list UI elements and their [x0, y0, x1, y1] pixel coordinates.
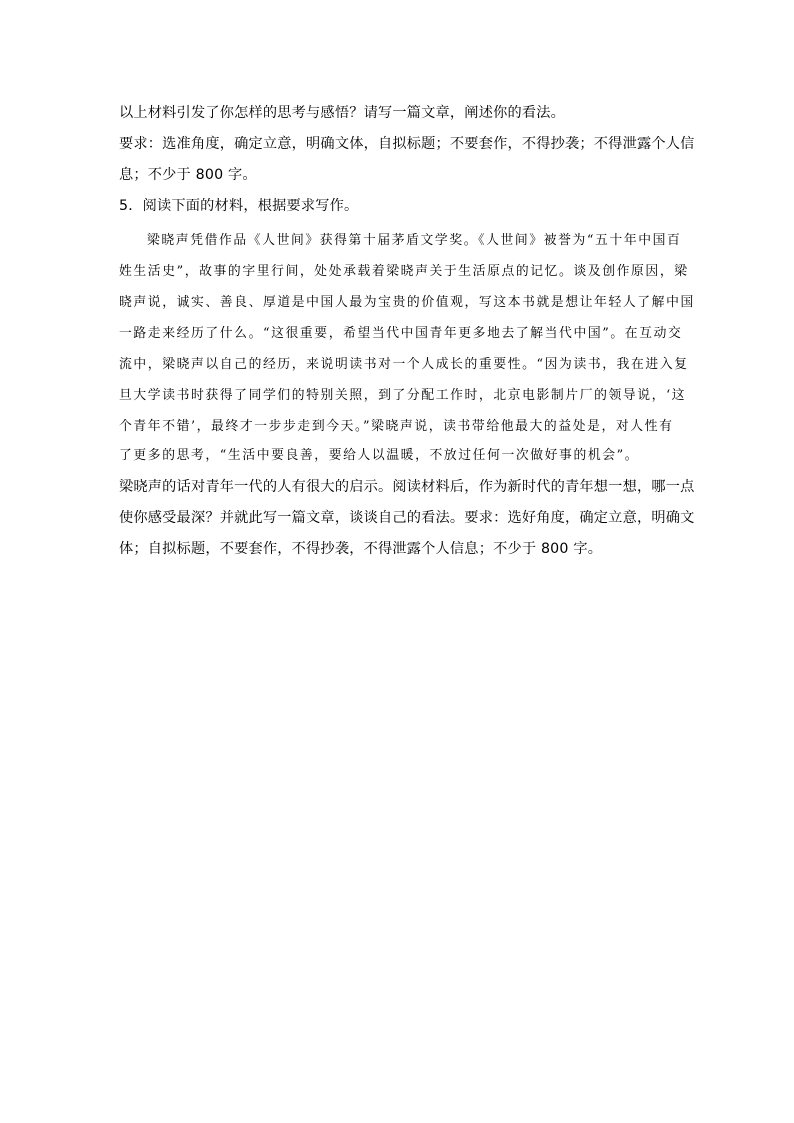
material-line-3: 晓声说，诚实、善良、厚道是中国人最为宝贵的价值观，写这本书就是想让年轻人了解中国	[119, 295, 695, 310]
intro-requirement-line-1: 要求：选准角度，确定立意，明确文体，自拟标题；不要套作，不得抄袭；不得泄露个人信	[119, 136, 695, 152]
material-line-6: 旦大学读书时获得了同学们的特别关照，到了分配工作时，北京电影制片厂的领导说，‘这	[119, 388, 687, 403]
material-line-1: 梁晓声凭借作品《人世间》获得第十届茅盾文学奖。《人世间》被誉为“五十年中国百	[147, 233, 682, 248]
material-line-2: 姓生活史”，故事的字里行间，处处承载着梁晓声关于生活原点的记忆。谈及创作原因，梁	[119, 264, 689, 279]
prompt-line-3: 体；自拟标题，不要套作，不得抄袭，不得泄露个人信息；不少于 800 字。	[119, 541, 603, 557]
material-line-4: 一路走来经历了什么。“这很重要，希望当代中国青年更多地去了解当代中国”。在互动交	[119, 326, 683, 341]
task5-heading: 5．阅读下面的材料，根据要求写作。	[119, 198, 359, 214]
material-line-5: 流中，梁晓声以自己的经历，来说明读书对一个人成长的重要性。“因为读书，我在进入复	[119, 357, 689, 372]
intro-requirement-line-2: 息；不少于 800 字。	[119, 167, 257, 183]
material-line-8: 了更多的思考，“生活中要良善，要给人以温暖，不放过任何一次做好事的机会”。	[119, 448, 640, 463]
prompt-line-2: 使你感受最深？并就此写一篇文章，谈谈自己的看法。要求：选好角度，确定立意，明确文	[119, 510, 695, 526]
material-line-7: 个青年不错’，最终才一步步走到今天。”梁晓声说，读书带给他最大的益处是，对人性有	[119, 419, 674, 434]
intro-question: 以上材料引发了你怎样的思考与感悟？请写一篇文章，阐述你的看法。	[119, 105, 566, 121]
prompt-line-1: 梁晓声的话对青年一代的人有很大的启示。阅读材料后，作为新时代的青年想一想，哪一点	[119, 479, 695, 495]
